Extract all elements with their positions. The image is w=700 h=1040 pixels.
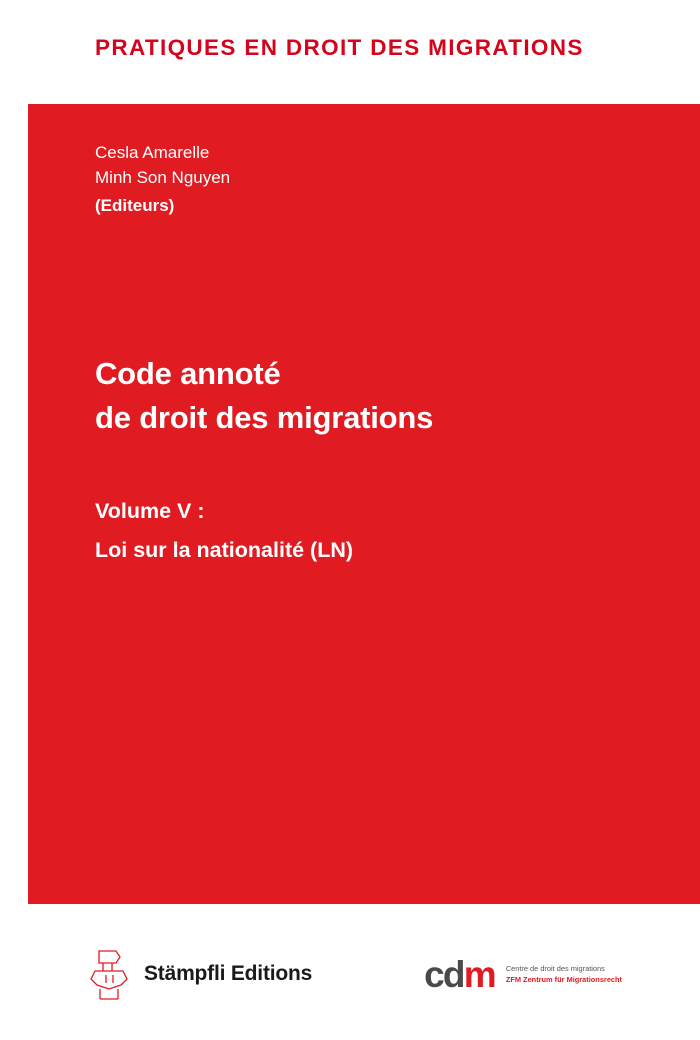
partner-fullname [506, 963, 622, 985]
page-title [95, 352, 433, 440]
volume-line-1: Volume V : [95, 499, 205, 523]
left-margin [0, 104, 28, 904]
title-line-2: de droit des migrations [95, 400, 434, 435]
series-title: PRATIQUES EN DROIT DES MIGRATIONS [95, 35, 584, 60]
series-band [0, 0, 700, 96]
publisher-band [0, 908, 700, 1040]
editor-name-2: Minh Son Nguyen [95, 168, 231, 187]
editors-role: (Editeurs) [95, 196, 175, 215]
cdm-wordmark-icon [424, 953, 495, 995]
partner-fullname-fr: Centre de droit des migrations [505, 964, 605, 973]
publisher-logo [86, 945, 312, 1003]
cdm-letter-d: d [442, 953, 464, 995]
partner-fullname-de: ZFM Zentrum für Migrationsrecht [505, 975, 623, 984]
cdm-letter-m: m [463, 953, 495, 995]
editors-block [95, 140, 230, 218]
publisher-name: Stämpfli Editions [144, 962, 313, 985]
cdm-letter-c: c [424, 953, 443, 995]
title-line-1: Code annoté [95, 356, 281, 391]
partner-logo [424, 953, 623, 995]
cover-main-panel [28, 104, 700, 904]
stampfli-crest-icon [86, 945, 132, 1003]
volume-subtitle [95, 492, 353, 570]
editor-name-1: Cesla Amarelle [95, 143, 210, 162]
volume-line-2: Loi sur la nationalité (LN) [95, 538, 354, 562]
